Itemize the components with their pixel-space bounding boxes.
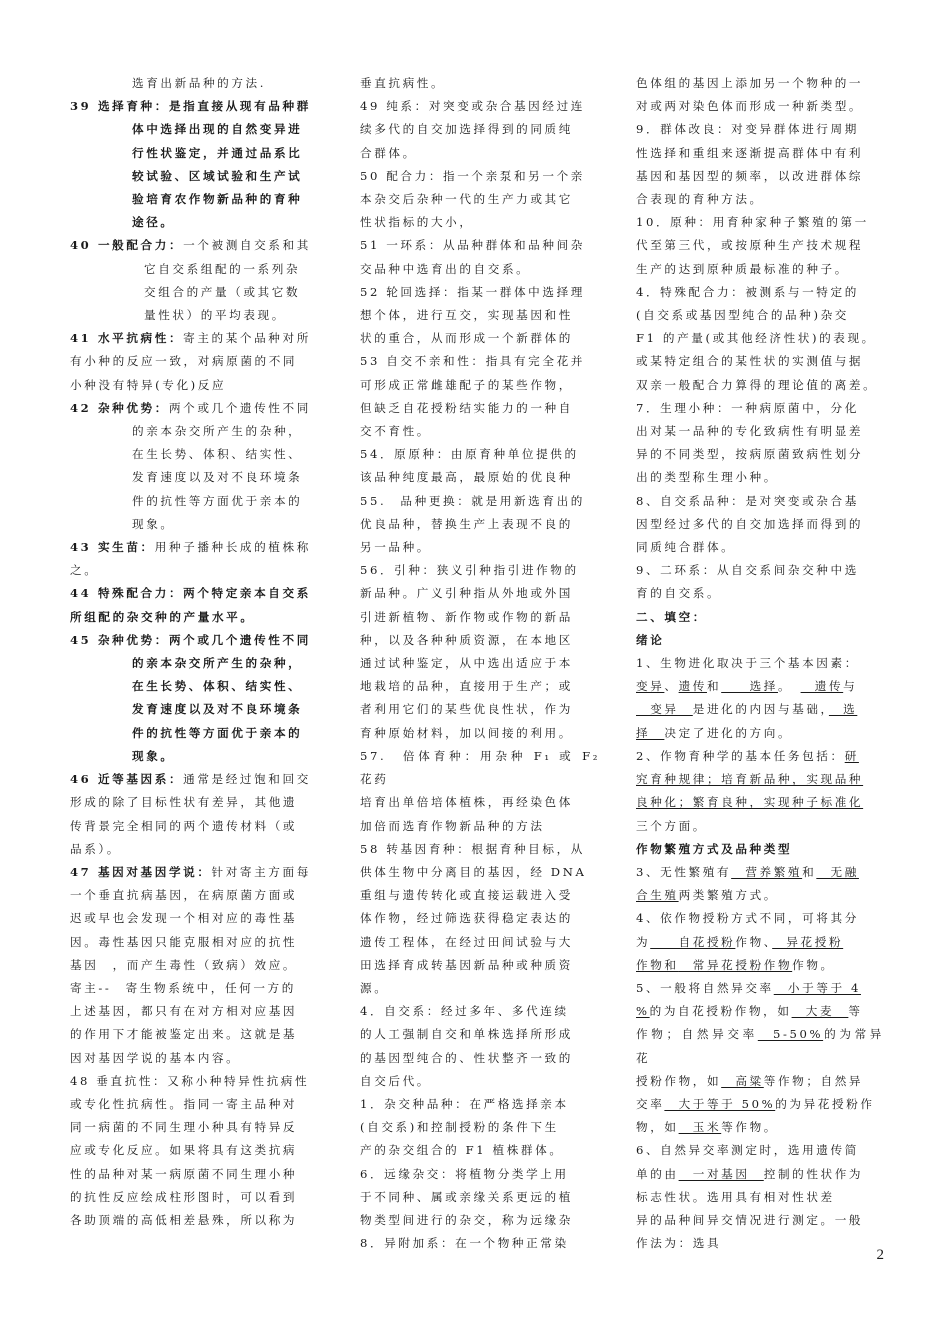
definition-48: 48 垂直抗性：又称小种特异性抗病性 bbox=[70, 1073, 310, 1088]
definition-53: 53 自交不亲和性：指具有完全花并 bbox=[360, 354, 585, 369]
blank-answer: 无融 bbox=[816, 864, 859, 879]
definition-label: 45 杂种优势： bbox=[70, 632, 169, 647]
definition-40-body: 它自交系组配的一系列杂 交组合的产量（或其它数 量性状）的平均表现。 bbox=[144, 261, 301, 323]
blank-answer: 遗传 bbox=[678, 679, 707, 694]
blank-answer: 择 bbox=[636, 725, 665, 740]
definition-label: 40 一般配合力： bbox=[70, 238, 184, 253]
definition-55: 55. 品种更换：就是用新选育出的 bbox=[360, 493, 585, 508]
blank-answer: % bbox=[636, 1004, 650, 1019]
fill-in-6: 6、自然异交率测定时，选用遗传简 bbox=[636, 1143, 859, 1158]
definition-label: 41 水平抗病性： bbox=[70, 331, 184, 346]
definition-56: 56．引种：狭义引种指引进作物的 bbox=[360, 563, 579, 578]
definition-42-body: 的亲本杂交所产生的杂种， 在生长势、体积、结实性、 发育速度以及对不良环境条 件的抗性等方面优于亲本的 现象。 bbox=[132, 424, 303, 531]
blank-answer: 究育种规律；培育新品种，实现品种 bbox=[636, 772, 864, 787]
definition-label: 43 实生苗： bbox=[70, 540, 155, 555]
definition-49: 49 纯系：对突变或杂合基因经过连 bbox=[360, 99, 585, 114]
definition-label: 39 选择育种： bbox=[70, 99, 169, 114]
definition-second-cycle-line: 9、二环系：从自交系间杂交种中选 bbox=[636, 563, 859, 578]
definition-44: 44 特殊配合力：两个特定亲本自交系 bbox=[70, 586, 311, 601]
definition-54: 54．原原种：由原育种单位提供的 bbox=[360, 447, 579, 462]
definition-physiological-race: 7．生理小种：一种病原菌中，分化 bbox=[636, 400, 859, 415]
blank-answer: 常异花授粉作物 bbox=[678, 957, 793, 972]
blank-answer: 自花授粉 bbox=[650, 934, 736, 949]
blank-answer: 遗传 bbox=[800, 679, 844, 694]
definition-label: 44 特殊配合力： bbox=[70, 586, 184, 601]
column-2: 垂直抗病性。 49 纯系：对突变或杂合基因经过连 续多代的自交加选择得到的同质纯 合群体。 50 配合力：指一个亲泵和另一个亲 本杂交后杂种一代的生产力或其它 性状指标的大小， 51 一环系：从品种群体和品种间杂 交品种中选育出的自交系。 52 轮回选择：指某一群体中选择理 想个体，进行互交，实现基因和性 状的重合，从而形成一个新群体的 53 自交不亲和性：指具有完全花并 可形成正常雌雄配子的某些作物， 但缺乏自花授粉结实能力的一种自 交不育性。 54．原原种：由原育种单位提供的 该品种纯度最高，最原始的优良种 55. 品种更换：就是用新选育出的 优良品种，替换生产上表现不良的 另一品种。 56．引种：狭义引种指引进作物的 新品种。广义引种指从外地或外国 引进新植物、新作物或作物的新品 种，以及各种种质资源，在本地区 通过试种鉴定，从中选出适应于本 地栽培的品种，直接用于生产；或 者利用它们的某些优良性状，作为 育种原始材料，加以间接的利用。 57. 倍体育种：用杂种 F₁ 或 F₂ 花药 培育出单倍培体植株，再经染色体 加倍而选育作物新品种的方法 58 转基因育种：根据育种目标，从 供体生物中分离目的基因，经 DNA 重组与遗传转化或直接运载进入受 体作物，经过筛选获得稳定表达的 遗传工程体，在经过田间试验与大 田选择育成转基因新品种或种质资 源。 4．自交系：经过多年、多代连续 的人工强制自交和单株选择所形成 的基因型纯合的、性状整齐一致的 自交后代。 1．杂交种品种：在严格选择亲本 (自交系)和控制授粉的条件下生 产的杂交组合的 F1 植株群体。 6．远缘杂交：将植物分类学上用 于不同种、属或亲缘关系更远的植 物类型间进行的杂交，称为远缘杂 8．异附加系：在一个物种正常染 bbox=[360, 72, 600, 1255]
blank-answer: 异花授粉 bbox=[772, 934, 844, 949]
definition-39: 39 选择育种：是指直接从现有品种群 bbox=[70, 99, 311, 114]
definition-58: 58 转基因育种：根据育种目标，从 bbox=[360, 841, 585, 856]
fill-in-3: 3、无性繁殖有 营养繁殖和 无融 bbox=[636, 864, 859, 879]
column-1: 选育出新品种的方法. 39 选择育种：是指直接从现有品种群 体中选择出现的自然变异进 行性状鉴定，并通过品系比 较试验、区域试验和生产试 验培育农作物新品种的育种 途径。 40 一般配合力：一个被测自交系和其 它自交系组配的一系列杂 交组合的产量（或其它数 量性状）的平均表现。 41 水平抗病性：寄主的某个品种对所 有小种的反应一致，对病原菌的不同 小种没有特异(专化)反应 42 杂种优势：两个或几个遗传性不同 的亲本杂交所产生的杂种， 在生长势、体积、结实性、 发育速度以及对不良环境条 件的抗性等方面优于亲本的 现象。 43 实生苗：用种子播种长成的植株称 之。 44 特殊配合力：两个特定亲本自交系 所组配的杂交种的产量水平。 45 杂种优势：两个或几个遗传性不同 的亲本杂交所产生的杂种， 在生长势、体积、结实性、 发育速度以及对不良环境条 件的抗性等方面优于亲本的 现象。 46 近等基因系：通常是经过饱和回交 形成的除了目标性状有差异，其他遗 传背景完全相同的两个遗传材料（或 品系）。 47 基因对基因学说：针对寄主方面每 一个垂直抗病基因，在病原菌方面或 迟或早也会发现一个相对应的毒性基 因。毒性基因只能克服相对应的抗性 基因 ，而产生毒性（致病）效应。 寄主-- 寄生物系统中，任何一方的 上述基因，都只有在对方相对应基因 的作用下才能被鉴定出来。这就是基 因对基因学说的基本内容。 48 垂直抗性：又称小种特异性抗病性 或专化性抗病性。指同一寄主品种对 同一病菌的不同生理小种具有特异反 应或专化反应。如果将具有这类抗病 性的品种对某一病原菌不同生理小种 的抗性反应绘成柱形图时，可以看到 各助顶端的高低相差悬殊，所以称为 bbox=[70, 72, 318, 1232]
definition-41: 41 水平抗病性：寄主的某个品种对所 bbox=[70, 331, 311, 346]
blank-answer: 研 bbox=[844, 748, 859, 763]
page-number: 2 bbox=[876, 1247, 884, 1263]
definition-label: 46 近等基因系： bbox=[70, 772, 184, 787]
definition-label: 42 杂种优势： bbox=[70, 400, 169, 415]
section-heading: 二、填空： bbox=[636, 609, 707, 624]
subsection-heading: 绪论 bbox=[636, 632, 665, 647]
definition-57: 57. 倍体育种：用杂种 F₁ 或 F₂ 花药 bbox=[360, 748, 600, 787]
fill-in-4: 4、依作物授粉方式不同，可将其分 bbox=[636, 911, 859, 926]
blank-answer: 选 bbox=[828, 702, 858, 717]
definition-46: 46 近等基因系：通常是经过饱和回交 bbox=[70, 772, 311, 787]
fill-in-5: 5、一般将自然异交率 小于等于 4 bbox=[636, 980, 861, 995]
fill-in-2: 2、作物育种学的基本任务包括：研 bbox=[636, 748, 859, 763]
definition-42: 42 杂种优势：两个或几个遗传性不同 bbox=[70, 400, 311, 415]
definition-51: 51 一环系：从品种群体和品种间杂 bbox=[360, 238, 585, 253]
blank-answer: 高粱 bbox=[721, 1073, 764, 1088]
definition-52: 52 轮回选择：指某一群体中选择理 bbox=[360, 284, 585, 299]
blank-answer: 变异 bbox=[636, 679, 665, 694]
blank-answer: 营养繁殖 bbox=[731, 864, 803, 879]
text-line: 垂直抗病性。 bbox=[360, 76, 446, 90]
definition-distant-hybridization: 6．远缘杂交：将植物分类学上用 bbox=[360, 1166, 569, 1181]
blank-answer: 小于等于 4 bbox=[773, 980, 861, 995]
blank-answer: 大于等于 50% bbox=[664, 1096, 776, 1111]
blank-answer: 选择 bbox=[721, 679, 778, 694]
blank-answer: 变异 bbox=[636, 702, 693, 717]
definition-45: 45 杂种优势：两个或几个遗传性不同 bbox=[70, 632, 311, 647]
definition-45-body: 的亲本杂交所产生的杂种， 在生长势、体积、结实性、 发育速度以及对不良环境条 件的抗性等方面优于亲本的 现象。 bbox=[132, 656, 303, 763]
text-line: 色体组的基因上添加另一个物种的一 bbox=[636, 76, 864, 90]
definition-label: 47 基因对基因学说： bbox=[70, 864, 212, 879]
definition-47: 47 基因对基因学说：针对寄主方面每 bbox=[70, 864, 311, 879]
definition-population-improvement: 9．群体改良：对变异群体进行周期 bbox=[636, 122, 859, 137]
text-line: 选育出新品种的方法. bbox=[132, 76, 267, 90]
blank-answer: 5-50% bbox=[757, 1027, 824, 1042]
definition-alien-addition-line: 8．异附加系：在一个物种正常染 bbox=[360, 1236, 569, 1251]
definition-inbred-variety: 8、自交系品种：是对突变或杂合基 bbox=[636, 493, 859, 508]
blank-answer: 玉米 bbox=[678, 1120, 722, 1135]
definition-original-seed: 10．原种：用育种家种子繁殖的第一 bbox=[636, 215, 869, 230]
blank-answer: 一对基因 bbox=[678, 1166, 764, 1181]
definition-40: 40 一般配合力：一个被测自交系和其 bbox=[70, 238, 311, 253]
definition-specific-combining-ability: 4．特殊配合力：被测系与一特定的 bbox=[636, 284, 859, 299]
blank-answer: 作物和 bbox=[636, 957, 679, 972]
definition-39-body: 体中选择出现的自然变异进 行性状鉴定，并通过品系比 较试验、区域试验和生产试 验培育农作物新品种的育种 途径。 bbox=[132, 122, 303, 230]
fill-in-1: 1、生物进化取决于三个基本因素： bbox=[636, 656, 859, 671]
blank-answer: 大麦 bbox=[791, 1004, 849, 1019]
blank-answer: 合生殖 bbox=[636, 888, 679, 903]
subsection-heading: 作物繁殖方式及品种类型 bbox=[636, 841, 793, 856]
definition-inbred-line: 4．自交系：经过多年、多代连续 bbox=[360, 1004, 569, 1019]
blank-answer: 良种化；繁育良种，实现种子标准化 bbox=[636, 795, 864, 810]
definition-50: 50 配合力：指一个亲泵和另一个亲 bbox=[360, 168, 585, 183]
column-3: 色体组的基因上添加另一个物种的一 对或两对染色体而形成一种新类型。 9．群体改良：对变异群体进行周期 性选择和重组来逐渐提高群体中有利 基因和基因型的频率，以改进群体综 合表现的育种方法。 10．原种：用育种家种子繁殖的第一 代至第三代，或按原种生产技术规程 生产的达到原种质最标准的种子。 4．特殊配合力：被测系与一特定的 (自交系或基因型纯合的品种)杂交 F1 的产量(或其他经济性状)的表现。 或某特定组合的某性状的实测值与据 双亲一般配合力算得的理论值的离差。 7．生理小种：一种病原菌中，分化 出对某一品种的专化致病性有明显差 异的不同类型，按病原菌致病性划分 出的类型称生理小种。 8、自交系品种：是对突变或杂合基 因型经过多代的自交加选择而得到的 同质纯合群体。 9、二环系：从自交系间杂交种中选 育的自交系。 二、填空： 绪论 1、生物进化取决于三个基本因素： 变异、遗传和 选择。 遗传与 变异 是进化的内因与基础， 选 择 决定了进化的方向。 2、作物育种学的基本任务包括：研 究育种规律；培育新品种，实现品种 良种化；繁育良种，实现种子标准化 三个方面。 作物繁殖方式及品种类型 3、无性繁殖有 营养繁殖和 无融 合生殖两类繁殖方式。 4、依作物授粉方式不同，可将其分 为 自花授粉作物、 异花授粉 作物和 常异花授粉作物作物。 5、一般将自然异交率 小于等于 4 %的为自花授粉作物，如 大麦 等 作物；自然异交率 5-50%的为常异花 授粉作物，如 高粱等作物；自然异 交率 大于等于 50%的为异花授粉作 物，如 玉米等作物。 6、自然异交率测定时，选用遗传简 单的由 一对基因 控制的性状作为 标志性状。选用具有相对性状差 异的品种间异交情况进行测定。一般 作法为：选具 bbox=[636, 72, 884, 1255]
definition-43: 43 实生苗：用种子播种长成的植株称 bbox=[70, 540, 311, 555]
definition-hybrid-variety: 1．杂交种品种：在严格选择亲本 bbox=[360, 1096, 569, 1111]
